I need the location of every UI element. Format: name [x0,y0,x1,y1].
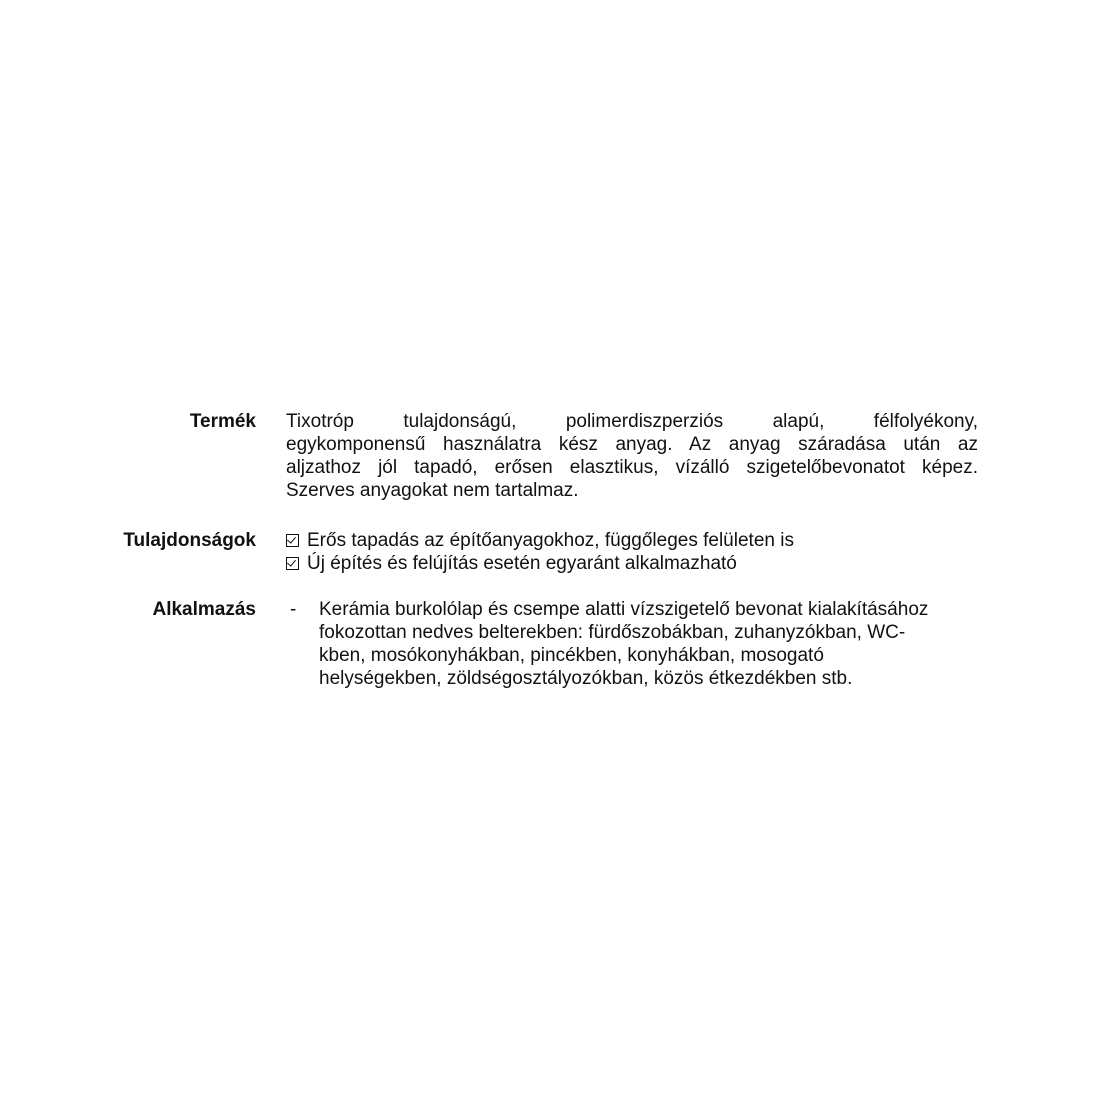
property-item [286,552,978,575]
properties-list [286,529,978,575]
property-item [286,529,978,552]
section-label-alkalmazas: Alkalmazás [152,599,256,620]
application-line: Kerámia burkolólap és csempe alatti vízszigetelő bevonat kialakításához [319,599,929,620]
section-label-termek: Termék [189,411,256,432]
termek-line: Szerves anyagokat nem tartalmaz. [286,480,579,501]
termek-line: Tixotróp tulajdonságú, polimerdiszperziós alapú, félfolyékony, [286,411,978,432]
application-line: fokozottan nedves belterekben: fürdőszobákban, zuhanyzókban, WC- [319,622,906,643]
property-text: Erős tapadás az építőanyagokhoz, függőleges felületen is [307,530,794,551]
checked-box-icon [286,534,299,547]
bullet-dash: - [290,599,297,620]
application-line: helységekben, zöldségosztályozókban, közös étkezdékben stb. [319,668,853,689]
checked-box-icon [286,557,299,570]
application-line: kben, mosókonyhákban, pincékben, konyhákban, mosogató [319,645,824,666]
termek-line: aljzathoz jól tapadó, erősen elasztikus, vízálló szigetelőbevonatot képez. [286,457,978,478]
termek-line: egykomponensű használatra kész anyag. Az anyag száradása után az [286,434,978,455]
termek-description [286,410,978,502]
property-text: Új építés és felújítás esetén egyaránt alkalmazható [307,553,737,574]
section-label-tulajdonsagok: Tulajdonságok [123,530,256,551]
application-text [319,598,979,690]
